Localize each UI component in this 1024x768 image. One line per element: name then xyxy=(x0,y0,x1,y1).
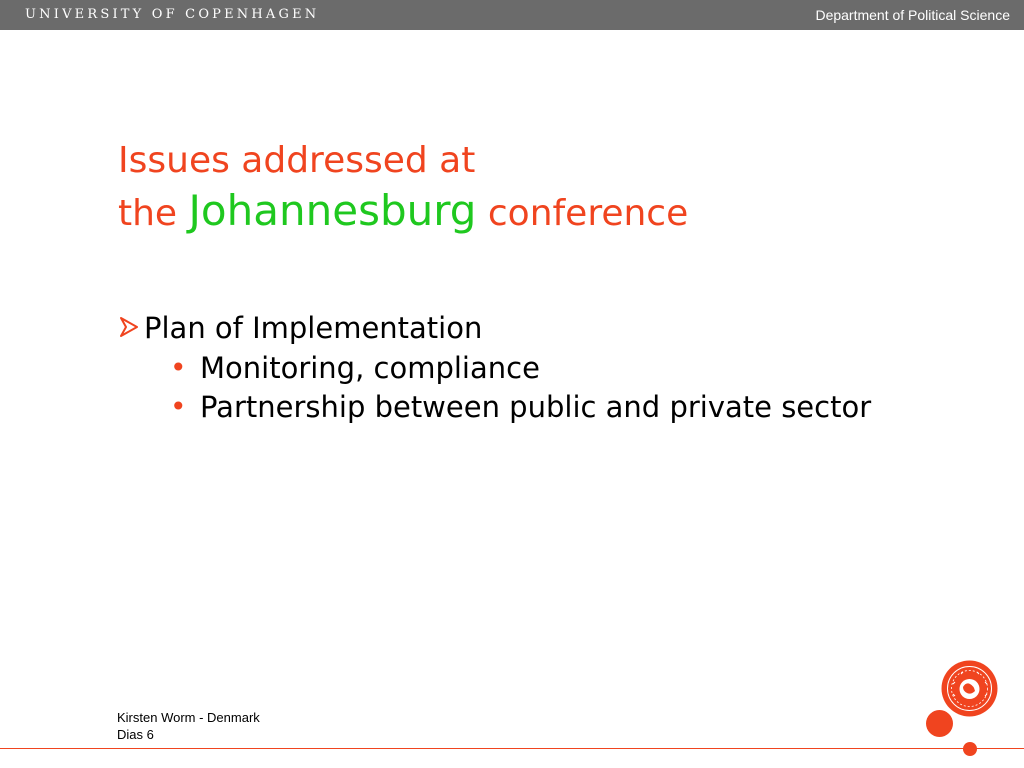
footer-slide-number: Dias 6 xyxy=(117,726,154,742)
main-bullet xyxy=(118,310,918,348)
header-bar xyxy=(0,0,1024,30)
title-line-1: Issues addressed at xyxy=(118,140,476,181)
main-bullet-text: Plan of Implementation xyxy=(144,311,483,345)
sub-bullet-list xyxy=(118,352,918,425)
title-suffix: conference xyxy=(487,193,689,235)
dot-icon: • xyxy=(170,350,187,384)
slide-title xyxy=(118,140,918,236)
university-name: UNIVERSITY OF COPENHAGEN xyxy=(25,7,320,22)
dot-icon: • xyxy=(170,390,187,424)
decorative-circle-small xyxy=(963,742,977,756)
decorative-circle-large xyxy=(926,710,953,737)
title-prefix: the xyxy=(118,193,178,235)
department-name: Department of Political Science xyxy=(815,7,1010,23)
footer-divider xyxy=(0,748,1024,749)
title-line-2 xyxy=(118,187,918,235)
title-highlight: Johannesburg xyxy=(188,186,477,236)
sub-bullet-text: Partnership between public and private sector xyxy=(200,390,872,425)
university-seal-icon xyxy=(941,660,998,717)
arrow-right-icon-svg xyxy=(118,316,140,338)
slide-content xyxy=(118,310,918,430)
footer-author: Kirsten Worm - Denmark xyxy=(117,710,260,725)
arrow-right-icon xyxy=(118,315,144,346)
sub-bullet-item xyxy=(170,352,880,385)
footer xyxy=(117,710,260,744)
university-seal-svg xyxy=(941,660,998,717)
sub-bullet-text: Monitoring, compliance xyxy=(200,350,540,385)
sub-bullet-item xyxy=(170,391,880,424)
